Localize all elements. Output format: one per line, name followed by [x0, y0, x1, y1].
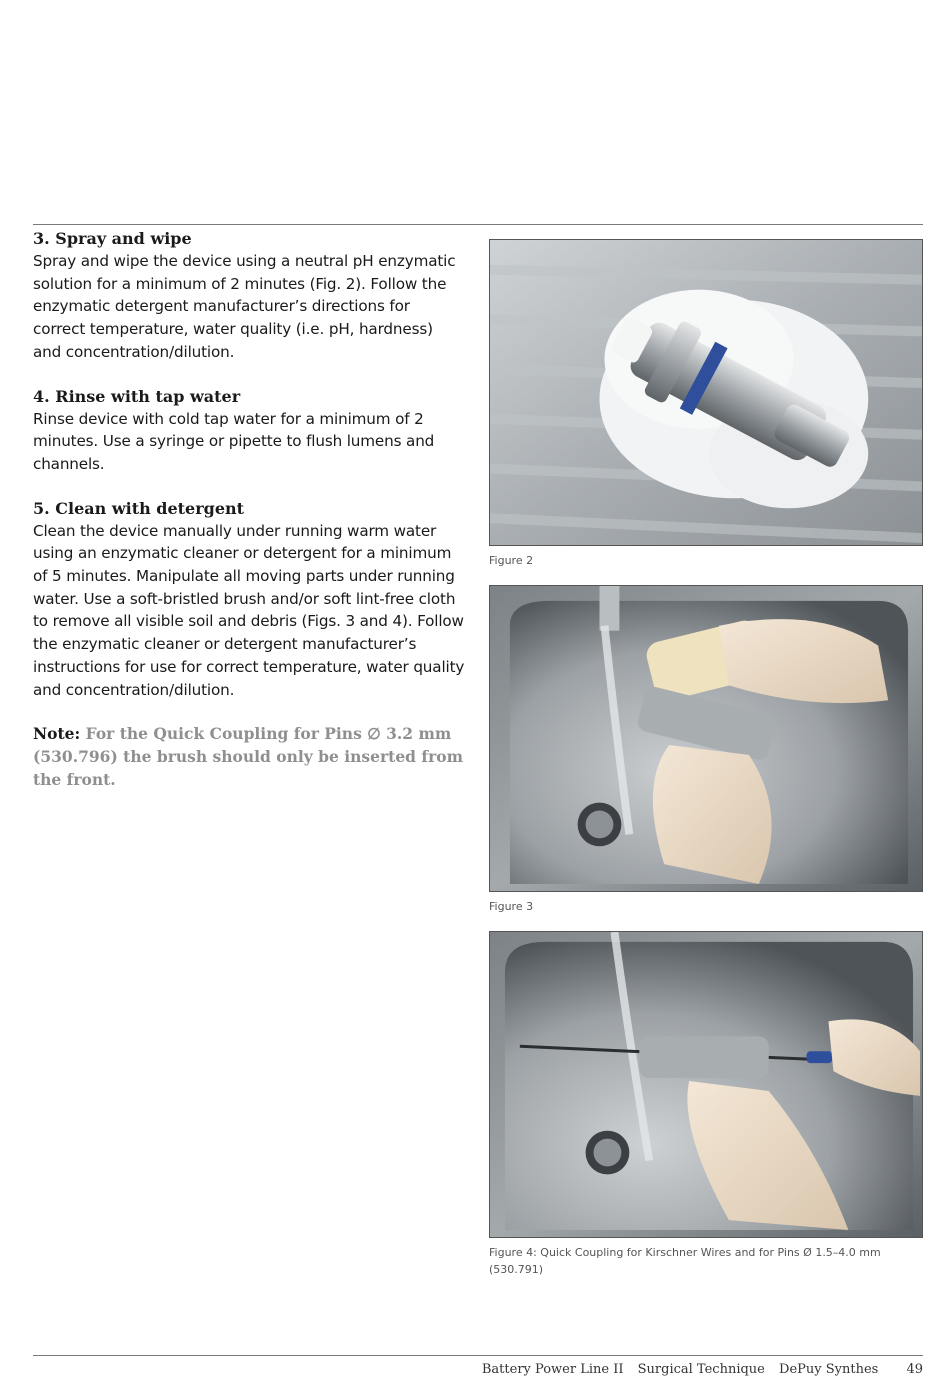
section-spray-and-wipe: [33, 228, 465, 364]
section-body: Spray and wipe the device using a neutral pH enzymatic solution for a minimum of 2 minutes (Fig. 2). Follow the enzymatic detergent manufacturer’s directions for correct temperature, water quality (i.e. pH, hardness) and concentration/dilution.: [33, 252, 456, 361]
page-number: 49: [906, 1362, 923, 1377]
figure-3-caption: Figure 3: [489, 900, 534, 913]
section-heading: 5. Clean with detergent: [33, 498, 245, 518]
footer-doc-type: Surgical Technique: [637, 1362, 765, 1377]
figure-3-photo: [489, 585, 923, 892]
footer-product: Battery Power Line II: [481, 1362, 624, 1377]
note: [33, 723, 465, 791]
figure-4-caption: Figure 4: Quick Coupling for Kirschner Wires and for Pins Ø 1.5–4.0 mm (530.791): [489, 1246, 881, 1276]
sink-brush-illustration: [490, 586, 922, 891]
figure-2-photo: [489, 239, 923, 546]
sink-wire-brush-illustration: [490, 932, 922, 1237]
page-footer: [472, 1362, 923, 1382]
bottom-rule: [33, 1355, 923, 1356]
section-body: Clean the device manually under running warm water using an enzymatic cleaner or detergent for a minimum of 5 minutes. Manipulate all moving parts under running water. Use a soft-bristled brush and/or soft lint-free cloth to remove all visible soil and debris (Figs. 3 and 4). Follow the enzymatic cleaner or detergent manufacturer’s instructions for use for correct temperature, water quality and concentration/dilution.: [33, 521, 465, 699]
note-label: Note:: [33, 724, 81, 744]
footer-brand: DePuy Synthes: [779, 1362, 879, 1377]
figure-4-photo: [489, 931, 923, 1238]
foam-device-illustration: [490, 240, 922, 545]
figure-2-caption: Figure 2: [489, 554, 534, 567]
section-body: Rinse device with cold tap water for a minimum of 2 minutes. Use a syringe or pipette to flush lumens and channels.: [33, 409, 435, 473]
section-heading: 4. Rinse with tap water: [33, 386, 241, 406]
section-heading: 3. Spray and wipe: [33, 229, 192, 248]
note-text: For the Quick Coupling for Pins ∅ 3.2 mm (530.796) the brush should only be inserted from the front.: [33, 724, 463, 789]
top-rule: [33, 224, 923, 225]
section-rinse: [33, 386, 465, 476]
section-clean: [33, 498, 465, 702]
text-column: [33, 228, 465, 791]
